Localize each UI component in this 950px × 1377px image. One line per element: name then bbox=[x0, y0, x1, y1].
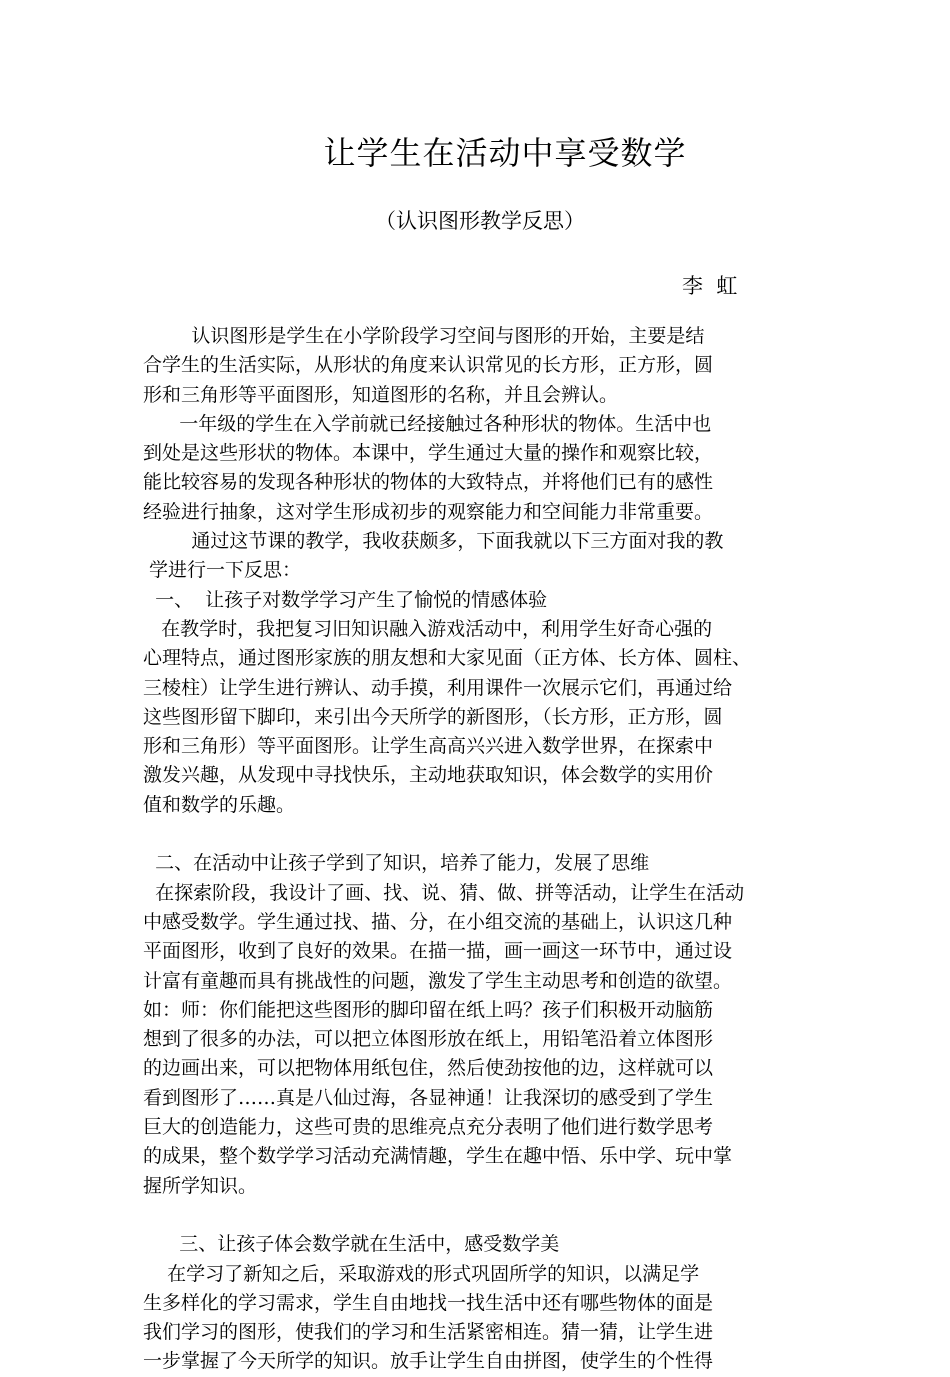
document-subtitle: （认识图形教学反思） bbox=[375, 209, 585, 233]
text-line: 握所学知识。 bbox=[143, 1174, 258, 1197]
text-line: 认识图形是学生在小学阶段学习空间与图形的开始，主要是结 bbox=[143, 325, 705, 347]
text-line: 形和三角形）等平面图形。让学生高高兴兴进入数学世界，在探索中 bbox=[143, 735, 714, 758]
text-line: 在探索阶段，我设计了画、找、说、猜、做、拼等活动，让学生在活动 bbox=[143, 881, 745, 904]
text-line: 在教学时，我把复习旧知识融入游戏活动中，利用学生好奇心强的 bbox=[143, 617, 713, 640]
text-line: 计富有童趣而具有挑战性的问题，激发了学生主动思考和创造的欲望。 bbox=[143, 969, 733, 992]
text-line: 三、让孩子体会数学就在生活中，感受数学美 bbox=[143, 1233, 560, 1256]
text-line: 这些图形留下脚印，来引出今天所学的新图形，（长方形，正方形，圆 bbox=[143, 705, 723, 728]
text-line: 中感受数学。学生通过找、描、分，在小组交流的基础上，认识这几种 bbox=[143, 910, 733, 933]
text-line: 合学生的生活实际，从形状的角度来认识常见的长方形，正方形，圆 bbox=[143, 354, 714, 377]
text-line: 经验进行抽象，这对学生形成初步的观察能力和空间能力非常重要。 bbox=[143, 500, 714, 523]
text-line: 平面图形，收到了良好的效果。在描一描，画一画这一环节中，通过设 bbox=[143, 940, 733, 963]
text-line: 二、在活动中让孩子学到了知识，培养了能力，发展了思维 bbox=[143, 852, 650, 875]
paragraph-gap bbox=[143, 1201, 823, 1230]
text-line: 巨大的创造能力，这些可贵的思维亮点充分表明了他们进行数学思考 bbox=[143, 1116, 714, 1139]
text-line: 一、 让孩子对数学学习产生了愉悦的情感体验 bbox=[143, 588, 548, 611]
text-line: 学进行一下反思： bbox=[143, 559, 302, 582]
text-line: 在学习了新知之后，采取游戏的形式巩固所学的知识，以满足学 bbox=[143, 1262, 700, 1285]
text-line: 的成果，整个数学学习活动充满情趣，学生在趣中悟、乐中学、玩中掌 bbox=[143, 1145, 733, 1168]
text-line: 到处是这些形状的物体。本课中，学生通过大量的操作和观察比较， bbox=[143, 442, 714, 465]
text-line: 如：师：你们能把这些图形的脚印留在纸上吗？孩子们积极开动脑筋 bbox=[143, 998, 714, 1021]
document-title: 让学生在活动中享受数学 bbox=[323, 134, 687, 172]
author-name: 李 虹 bbox=[682, 274, 738, 298]
document-body bbox=[143, 322, 823, 1377]
text-line: 能比较容易的发现各种形状的物体的大致特点，并将他们已有的感性 bbox=[143, 471, 714, 494]
text-line: 值和数学的乐趣。 bbox=[143, 793, 296, 816]
text-line: 激发兴趣，从发现中寻找快乐，主动地获取知识，体会数学的实用价 bbox=[143, 764, 714, 787]
text-line: 心理特点，通过图形家族的朋友想和大家见面（正方体、长方体、圆柱、 bbox=[143, 647, 752, 670]
text-line: 的边画出来，可以把物体用纸包住，然后使劲按他的边，这样就可以 bbox=[143, 1057, 714, 1080]
text-line: 生多样化的学习需求，学生自由地找一找生活中还有哪些物体的面是 bbox=[143, 1291, 714, 1314]
text-line: 三棱柱）让学生进行辨认、动手摸，利用课件一次展示它们，再通过给 bbox=[143, 676, 733, 699]
text-line: 通过这节课的教学，我收获颇多，下面我就以下三方面对我的教 bbox=[143, 530, 724, 553]
text-line: 想到了很多的办法，可以把立体图形放在纸上，用铅笔沿着立体图形 bbox=[143, 1028, 714, 1051]
text-line: 一步掌握了今天所学的知识。放手让学生自由拼图，使学生的个性得 bbox=[143, 1350, 714, 1373]
text-line: 我们学习的图形，使我们的学习和生活紧密相连。猜一猜，让学生进 bbox=[143, 1321, 714, 1344]
text-line: 一年级的学生在入学前就已经接触过各种形状的物体。生活中也 bbox=[143, 412, 712, 435]
text-line: 形和三角形等平面图形，知道图形的名称，并且会辨认。 bbox=[143, 383, 619, 406]
paragraph-gap bbox=[143, 820, 823, 849]
text-line: 看到图形了……真是八仙过海，各显神通！让我深切的感受到了学生 bbox=[143, 1086, 714, 1109]
